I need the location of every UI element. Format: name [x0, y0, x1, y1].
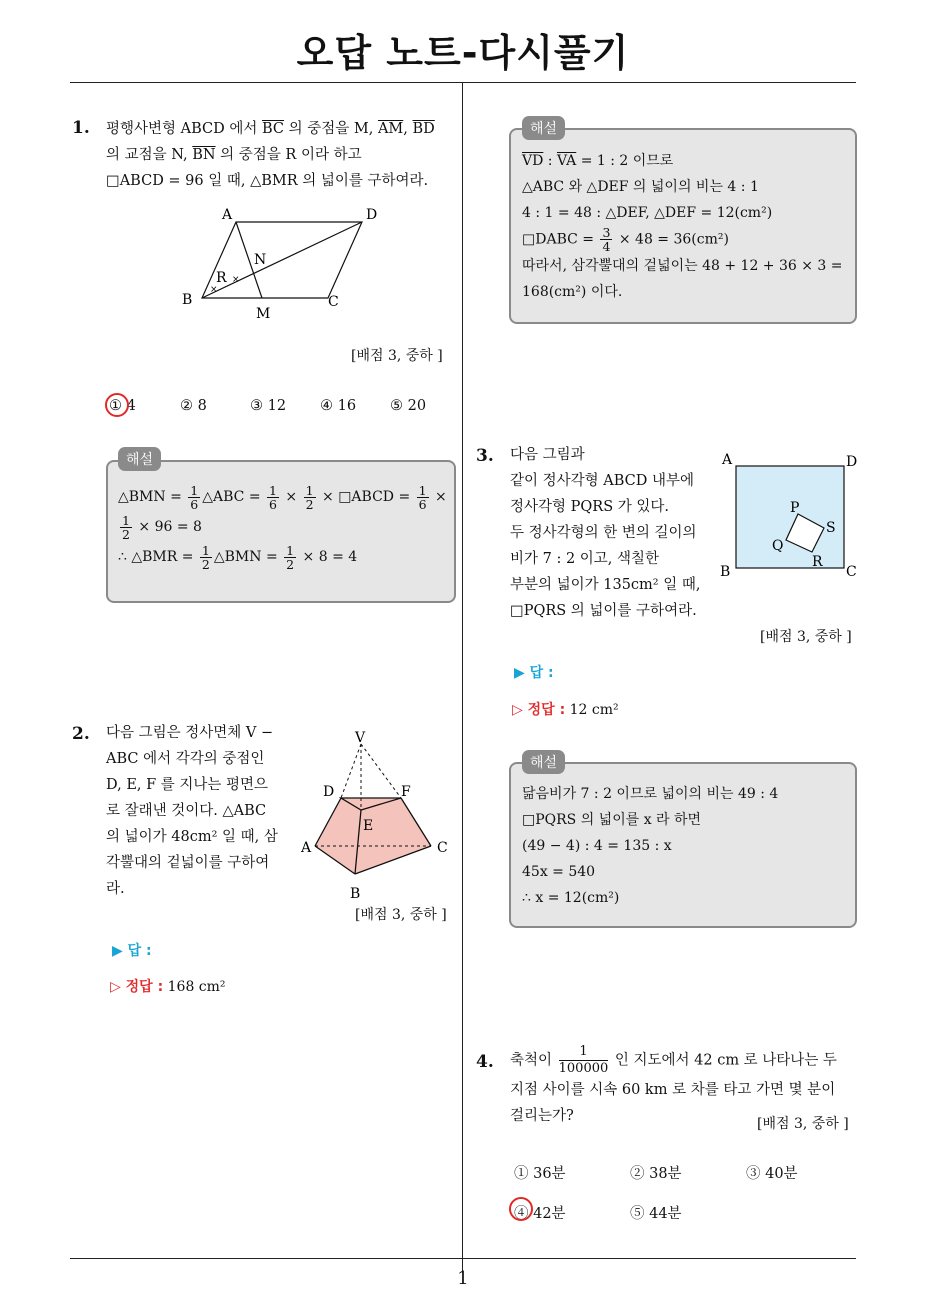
- column-divider: [462, 83, 463, 1273]
- label-C: C: [328, 294, 339, 310]
- label-E: E: [363, 818, 374, 834]
- label-V: V: [355, 730, 366, 746]
- question-1-number: 1.: [72, 118, 90, 138]
- q4-choice-4[interactable]: ④ 42분: [514, 1206, 566, 1222]
- q1-solution-tag: 해설: [118, 447, 161, 471]
- q4-choice-2[interactable]: ② 38분: [630, 1166, 682, 1182]
- label-C: C: [846, 564, 857, 580]
- q2-solution-text: $\overline{VD}$ : $\overline{VA} = 1$ : 2 이므로 △ABC 와 △DEF 의 넓이의 비는 4 : 1 4 : 1 = 48 : △DEF, △DEF = 12(cm²) □DABC = $\frac{3}{4}$ × 48 = 36(cm²) 따라서, 삼각뿔대의 겉넓이는 48 + 12 + 36 × 3 = 168(cm²) 이다.: [522, 153, 843, 300]
- q4-selected-mark: [509, 1197, 533, 1221]
- label-B: B: [182, 292, 193, 308]
- q1-choice-1[interactable]: ① 4: [109, 398, 136, 414]
- q1-choice-2[interactable]: ② 8: [180, 398, 207, 414]
- page-number: 1: [457, 1268, 469, 1289]
- question-1-score: [배점 3, 중하 ]: [351, 348, 443, 364]
- question-3-score: [배점 3, 중하 ]: [760, 629, 852, 645]
- svg-text:×: ×: [232, 275, 240, 285]
- label-C: C: [437, 840, 448, 856]
- label-D: D: [846, 454, 858, 470]
- q4-choice-3[interactable]: ③ 40분: [746, 1166, 798, 1182]
- q2-solution-tag: 해설: [522, 116, 565, 140]
- q1-choice-5[interactable]: ⑤ 20: [390, 398, 427, 414]
- label-A: A: [301, 840, 312, 856]
- q3-correct-answer: ▷ 정답 : 12 cm²: [512, 702, 619, 718]
- label-R: R: [216, 270, 227, 286]
- label-B: B: [720, 564, 731, 580]
- top-rule: [70, 82, 856, 83]
- question-4-number: 4.: [476, 1052, 494, 1072]
- label-F: F: [401, 784, 411, 800]
- question-2-score: [배점 3, 중하 ]: [355, 907, 447, 923]
- label-R: R: [812, 554, 823, 570]
- q1-solution-text: △BMN = $\frac{1}{6}$ △ABC = $\frac{1}{6}$ × $\frac{1}{2}$ × □ABCD = $\frac{1}{6}$ × $\frac{1}{2}$ × 96 = 8 ∴ △BMR = $\frac{1}{2}$ △BMN = $\frac{1}{2}$ × 8 = 4: [118, 482, 447, 572]
- label-P: P: [790, 500, 800, 516]
- label-Q: Q: [772, 538, 784, 554]
- label-D: D: [323, 784, 335, 800]
- question-2-text: 다음 그림은 정사면체 V − ABC 에서 각각의 중점인 D, E, F 를 지나는 평면으 로 잘래낸 것이다. △ABC 의 넓이가 48cm² 일 때, 삼 각뿔대의 겉넓이를 구하여 라.: [106, 725, 278, 897]
- label-A: A: [722, 452, 733, 468]
- question-2-number: 2.: [72, 724, 90, 744]
- frustum-figure: [295, 730, 465, 905]
- question-3-text: 다음 그림과 같이 정사각형 ABCD 내부에 정사각형 PQRS 가 있다. 두 정사각형의 한 변의 길이의 비가 7 : 2 이고, 색칠한 부분의 넓이가 135cm² 일 때, □PQRS 의 넓이를 구하여라.: [510, 447, 701, 619]
- q2-correct-answer: ▷ 정답 : 168 cm²: [110, 979, 226, 995]
- svg-text:×: ×: [210, 285, 218, 295]
- question-4-text: 축척이 $\frac{1}{100000}$ 인 지도에서 42 cm 로 나타나는 두 지점 사이를 시속 60 km 로 차를 타고 가면 몇 분이 걸리는가?: [510, 1044, 837, 1124]
- parallelogram-figure: [170, 200, 400, 325]
- q3-solution-text: 닮음비가 7 : 2 이므로 넓이의 비는 49 : 4 □PQRS 의 넓이를 x 라 하면 (49 − 4) : 4 = 135 : x 45x = 540 ∴ x = 12(cm²): [522, 786, 779, 906]
- label-B: B: [350, 886, 361, 902]
- label-S: S: [826, 520, 836, 536]
- label-D: D: [366, 207, 378, 223]
- bottom-rule: [70, 1258, 856, 1259]
- q3-solution-tag: 해설: [522, 750, 565, 774]
- q1-selected-mark: [105, 393, 129, 417]
- question-4-score: [배점 3, 중하 ]: [757, 1116, 849, 1132]
- question-3-number: 3.: [476, 446, 494, 466]
- q4-choice-5[interactable]: ⑤ 44분: [630, 1206, 682, 1222]
- label-M: M: [256, 306, 271, 322]
- q2-answer-label: ▶ 답 :: [112, 943, 152, 959]
- square-figure: [718, 448, 868, 583]
- q1-choice-4[interactable]: ④ 16: [320, 398, 357, 414]
- q3-answer-label: ▶ 답 :: [514, 665, 554, 681]
- page-title: 오답 노트-다시풀기: [296, 31, 630, 75]
- label-N: N: [254, 252, 267, 268]
- q1-choice-3[interactable]: ③ 12: [250, 398, 287, 414]
- label-A: A: [222, 207, 233, 223]
- q4-choice-1[interactable]: ① 36분: [514, 1166, 566, 1182]
- question-1-text: 평행사변형 ABCD 에서 $\overline{BC}$ 의 중점을 M, $\overline{AM}$, $\overline{BD}$ 의 교점을 N, $\overline{BN}$ 의 중점을 R 이라 하고 □ABCD = 96 일 때, △BMR 의 넓이를 구하여라.: [106, 121, 435, 189]
